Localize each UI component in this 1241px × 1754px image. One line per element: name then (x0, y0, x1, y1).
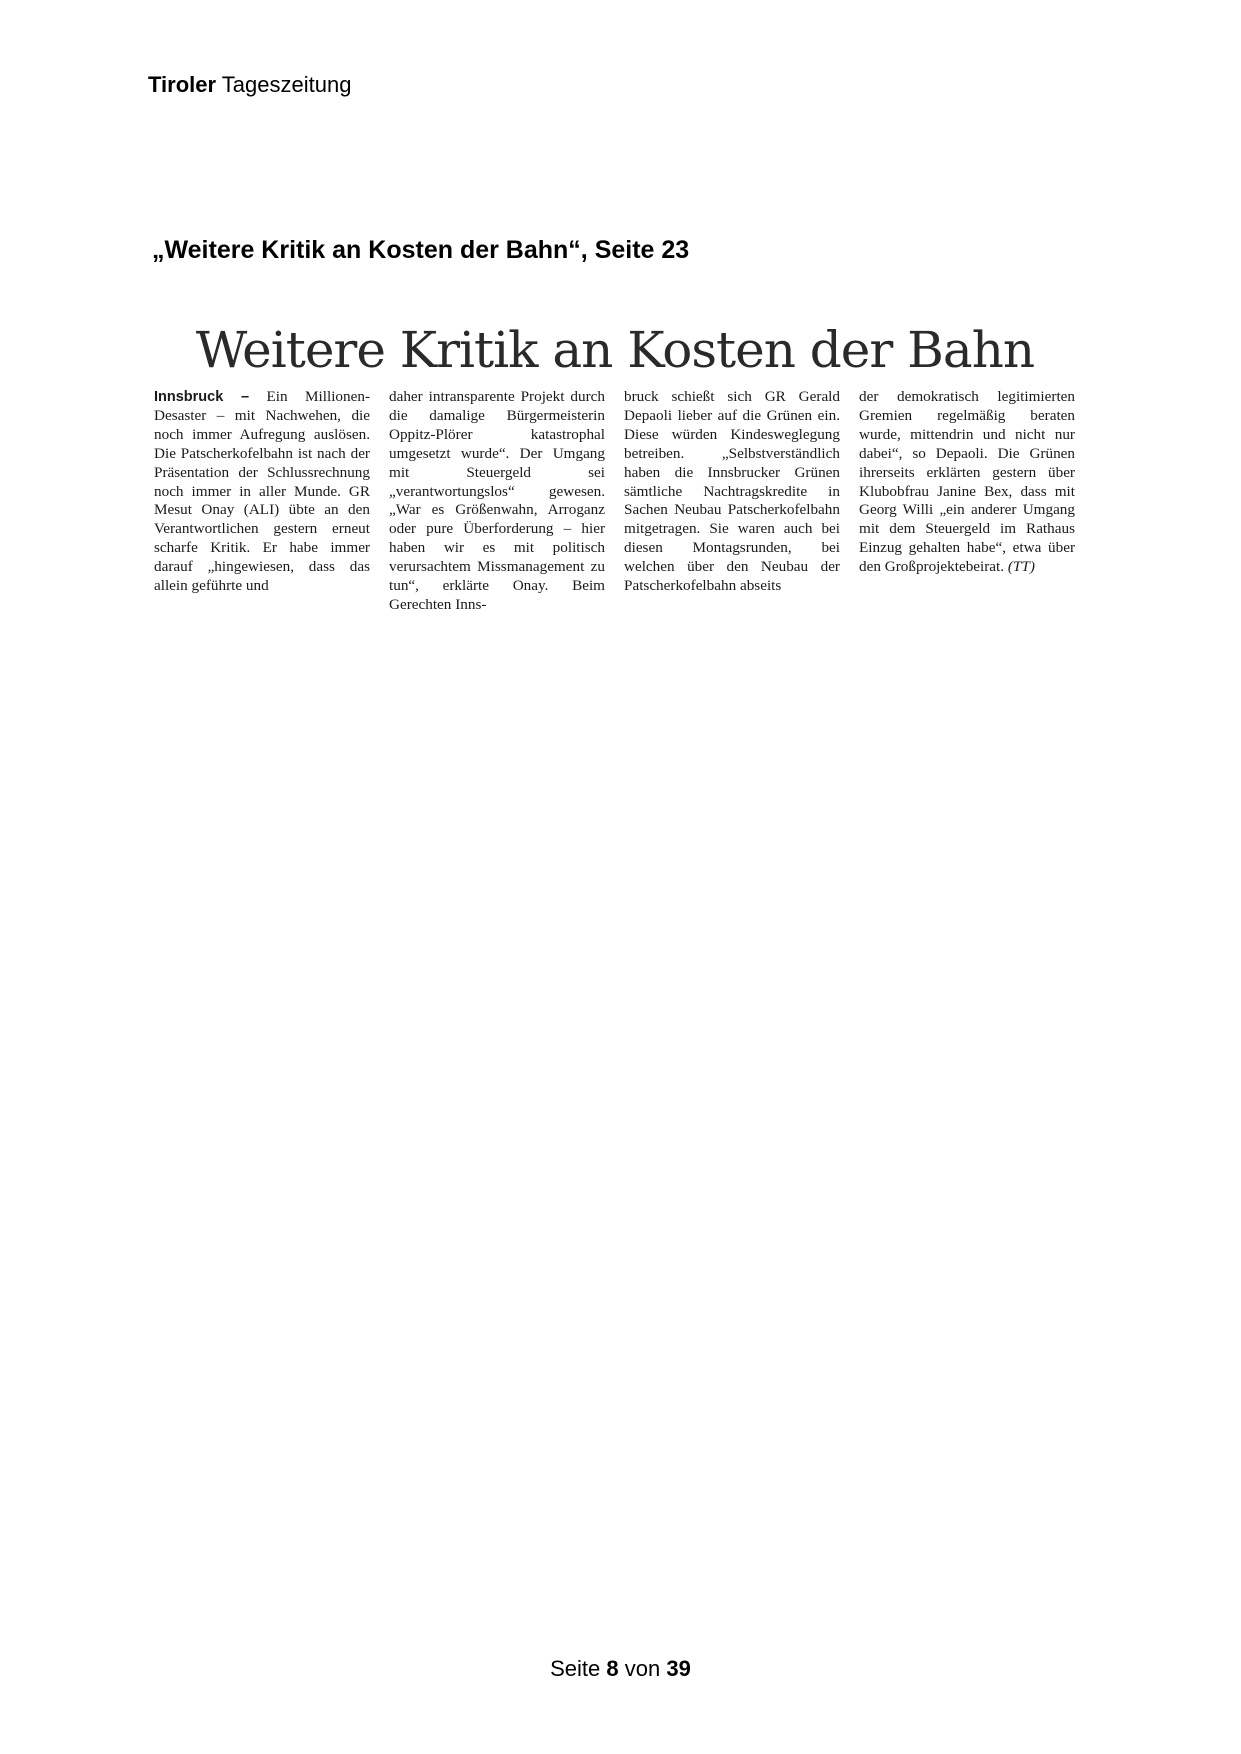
article-column-4 (859, 388, 1075, 615)
page-prefix: Seite (550, 1656, 601, 1681)
article-column-2 (389, 388, 605, 615)
page-separator: von (624, 1656, 661, 1681)
column-body: der demokratisch legitimierten Gremien regelmäßig beraten wurde, mittendrin und nicht nur dabei“, so Depaoli. Die Grünen ihrerseits erklärten gestern über Klubobfrau Janine Bex, dass mit Georg Willi „ein anderer Umgang mit dem Steuergeld im Rathaus Einzug gehalten habe“, etwa über den Großprojektebeirat. (859, 388, 1075, 576)
article-column-3 (624, 388, 840, 615)
dateline: Innsbruck – (154, 389, 250, 405)
total-pages: 39 (666, 1656, 691, 1681)
author-signature: (TT) (1007, 558, 1035, 576)
article-clipping (154, 320, 1076, 615)
column-text (624, 388, 840, 596)
article-column-1 (154, 388, 370, 615)
column-text (154, 388, 370, 596)
current-page: 8 (606, 1656, 619, 1681)
article-headline: Weitere Kritik an Kosten der Bahn (195, 321, 1035, 379)
page-counter (0, 1656, 1241, 1682)
column-text (859, 388, 1075, 577)
publication-header (148, 72, 351, 98)
column-body: bruck schießt sich GR Gerald Depaoli lieber auf die Grünen ein. Diese würden Kindesweglegung betreiben. „Selbstverständlich haben die Innsbrucker Grünen sämtliche Nachtragskredite in Sachen Neubau Patscherkofelbahn mitgetragen. Sie waren auch bei diesen Montagsrunden, bei welchen über den Neubau der Patscherkofelbahn abseits (624, 388, 840, 595)
column-body: Ein Millionen-Desaster – mit Nachwehen, die noch immer Aufregung auslösen. Die Patscherkofelbahn ist nach der Präsentation der Schlussrechnung noch immer in aller Munde. GR Mesut Onay (ALI) übte an den Verantwortlichen gestern erneut scharfe Kritik. Er habe immer darauf „hingewiesen, dass das allein geführte und (154, 388, 371, 595)
brand-name-regular: Tageszeitung (221, 72, 352, 97)
brand-name-bold: Tiroler (148, 72, 217, 97)
column-body: daher intransparente Projekt durch die damalige Bürgermeisterin Oppitz-Plörer katastrophal umgesetzt wurde“. Der Umgang mit Steuergeld sei „verantwortungslos“ gewesen. „War es Größenwahn, Arroganz oder pure Überforderung – hier haben wir es mit politisch verursachtem Missmanagement zu tun“, erklärte Onay. Beim Gerechten Inns- (389, 388, 605, 613)
column-text (389, 388, 605, 615)
reference-title: „Weitere Kritik an Kosten der Bahn“, Seite 23 (152, 236, 690, 264)
article-columns (154, 388, 1076, 615)
